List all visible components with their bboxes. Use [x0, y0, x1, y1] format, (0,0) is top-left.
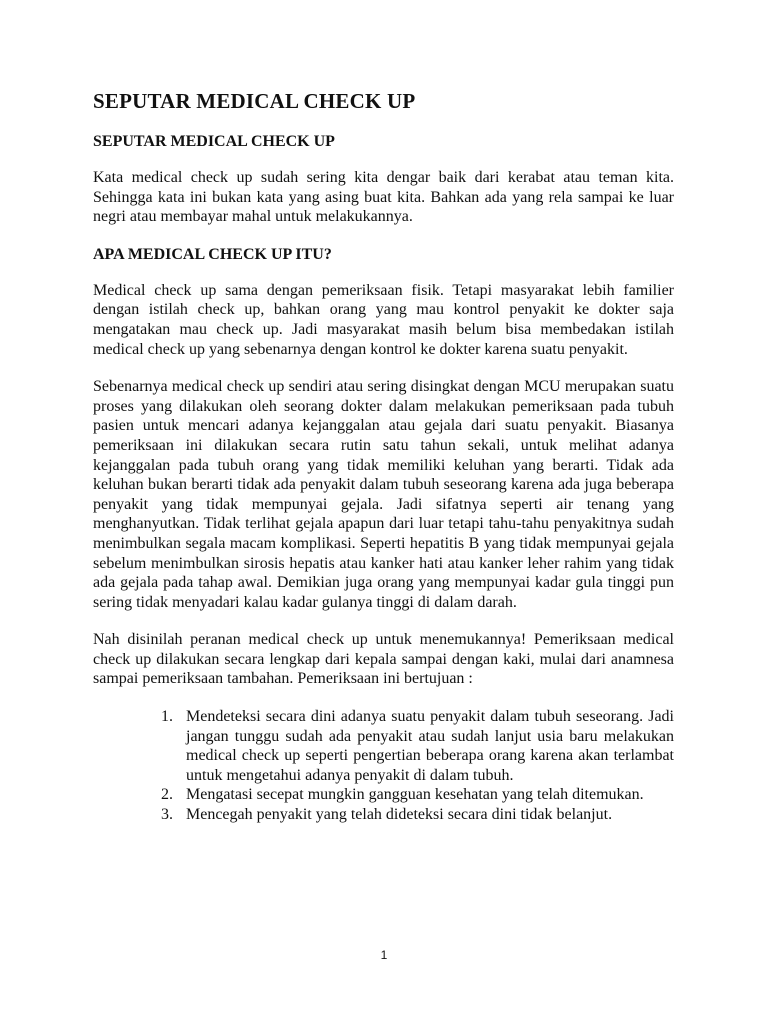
- list-item-text: Mendeteksi secara dini adanya suatu penyakit dalam tubuh seseorang. Jadi jangan tunggu sudah ada penyakit atau sudah lanjut usia baru melakukan medical check up seperti pengertian beberapa orang karena akan terlambat untuk mengetahui adanya penyakit di dalam tubuh.: [186, 708, 674, 784]
- page-number: 1: [380, 948, 388, 962]
- list-item-number: 1.: [161, 708, 173, 726]
- list-item-number: 2.: [161, 786, 173, 804]
- paragraph-3: Nah disinilah peranan medical check up untuk menemukannya! Pemeriksaan medical check up dilakukan secara lengkap dari kepala sampai dengan kaki, mulai dari anamnesa sampai pemeriksaan tambahan. Pemeriksaan ini bertujuan :: [93, 631, 674, 688]
- purpose-list: [161, 707, 674, 825]
- list-item-number: 3.: [161, 806, 173, 824]
- list-item-text: Mengatasi secepat mungkin gangguan kesehatan yang telah ditemukan.: [186, 786, 644, 804]
- paragraph-1: Medical check up sama dengan pemeriksaan fisik. Tetapi masyarakat lebih familier dengan istilah check up, bahkan orang yang mau kontrol penyakit ke dokter saja mengatakan mau check up. Jadi masyarakat masih belum bisa membedakan istilah medical check up yang sebenarnya dengan kontrol ke dokter karena suatu penyakit.: [93, 281, 674, 358]
- document-content: [93, 88, 674, 825]
- document-title: SEPUTAR MEDICAL CHECK UP: [93, 89, 416, 113]
- list-item: [161, 707, 674, 785]
- section-heading-1: SEPUTAR MEDICAL CHECK UP: [93, 133, 335, 150]
- intro-paragraph: Kata medical check up sudah sering kita dengar baik dari kerabat atau teman kita. Sehingga kata ini bukan kata yang asing buat kita. Bahkan ada yang rela sampai ke luar negri atau membayar mahal untuk melakukannya.: [93, 169, 674, 226]
- list-item-text: Mencegah penyakit yang telah dideteksi secara dini tidak belanjut.: [186, 806, 613, 824]
- paragraph-2: Sebenarnya medical check up sendiri atau sering disingkat dengan MCU merupakan suatu proses yang dilakukan oleh seorang dokter dalam melakukan pemeriksaan pada tubuh pasien untuk mencari adanya kejanggalan atau gejala dari suatu penyakit. Biasanya pemeriksaan ini dilakukan secara rutin satu tahun sekali, untuk melihat adanya kejanggalan pada tubuh orang yang tidak memiliki keluhan yang berarti. Tidak ada keluhan bukan berarti tidak ada penyakit dalam tubuh seseorang karena ada juga beberapa penyakit yang tidak mempunyai gejala. Jadi sifatnya seperti air tenang yang menghanyutkan. Tidak terlihat gejala apapun dari luar tetapi tahu-tahu penyakitnya sudah menimbulkan segala macam komplikasi. Seperti hepatitis B yang tidak mempunyai gejala sebelum menimbulkan sirosis hepatis atau kanker hati atau kanker leher rahim yang tidak ada gejala pada tahap awal. Demikian juga orang yang mempunyai kadar gula tinggi pun sering tidak menyadari kalau kadar gulanya tinggi di dalam darah.: [93, 378, 674, 611]
- list-item: [161, 805, 674, 825]
- list-item: [161, 785, 674, 805]
- section-heading-2: APA MEDICAL CHECK UP ITU?: [93, 245, 332, 263]
